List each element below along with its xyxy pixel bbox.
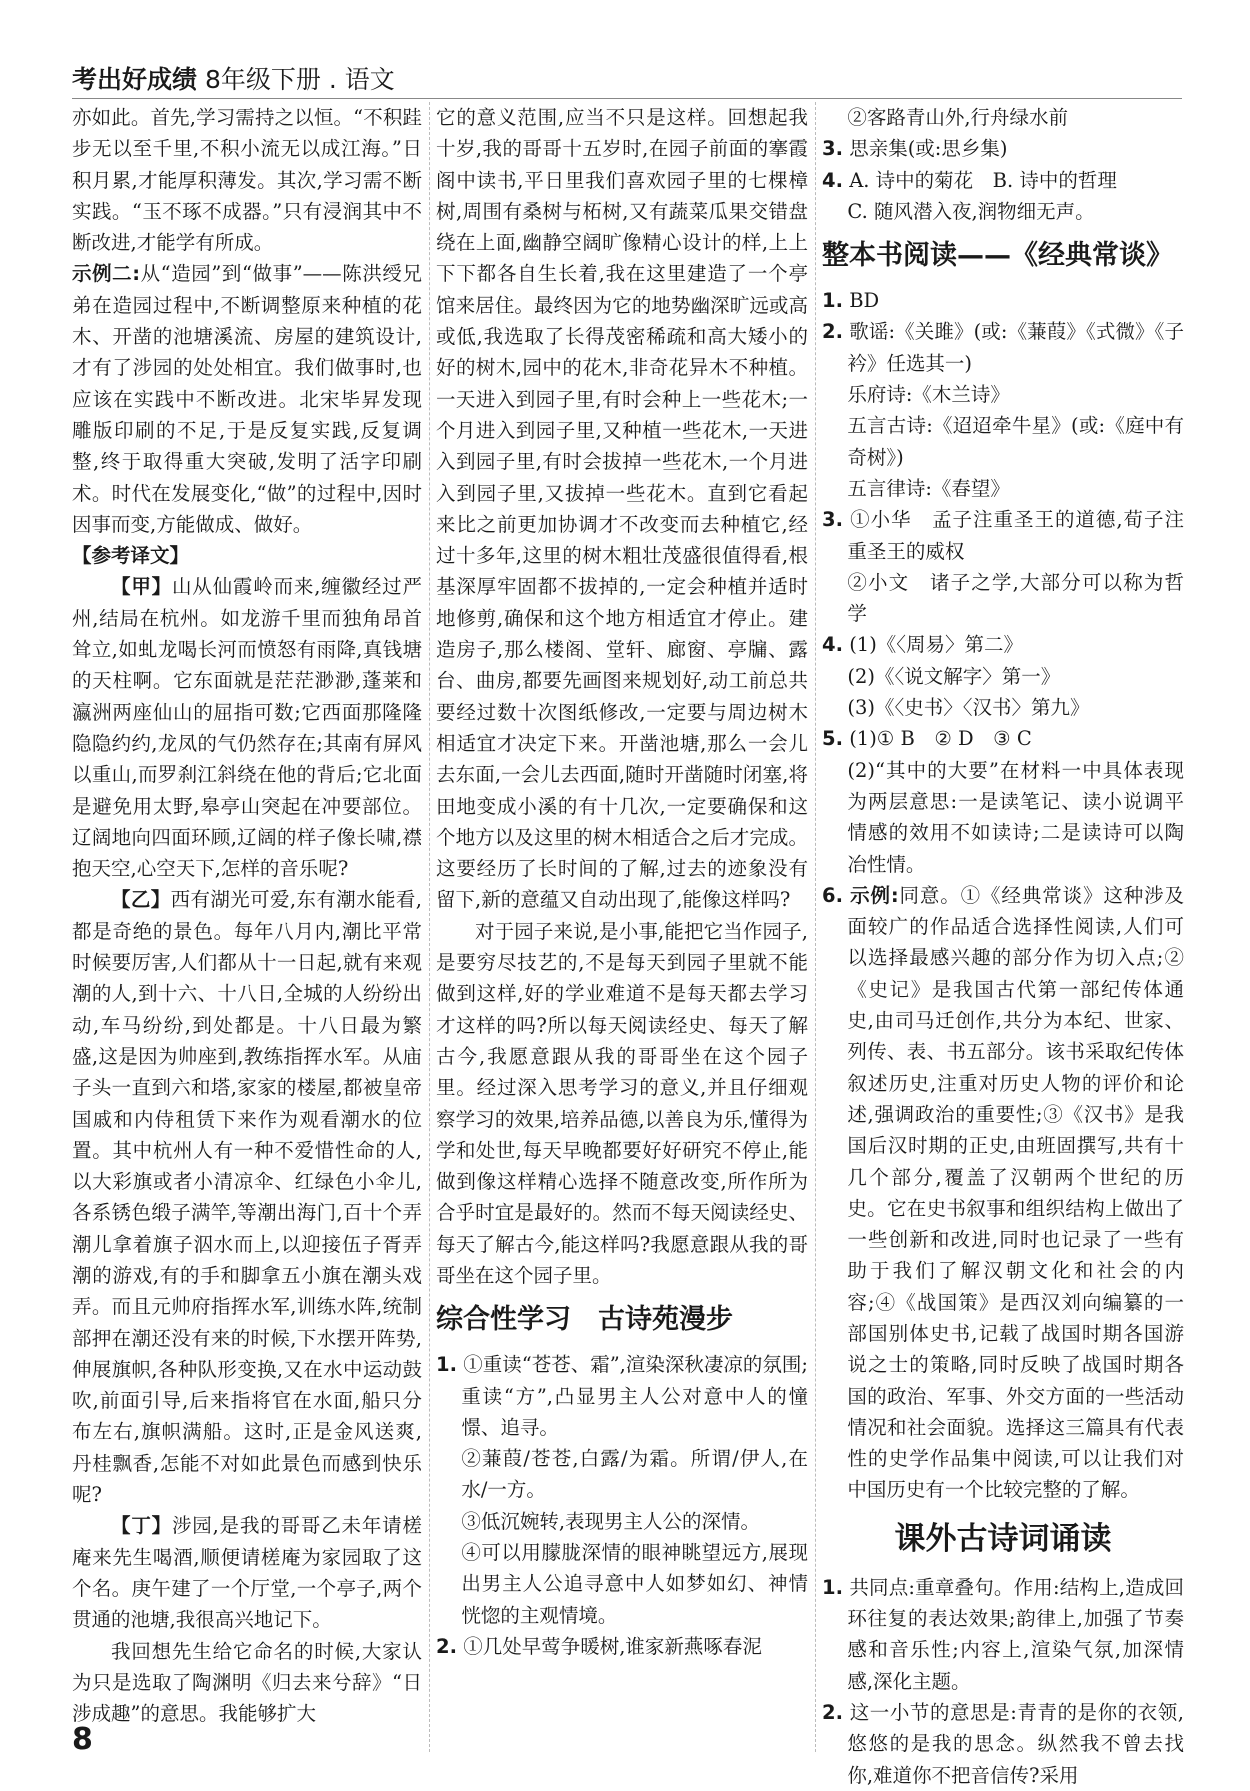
example-text: 从“造园”到“做事”——陈洪绶兄弟在造园过程中,不断调整原来种植的花木、开凿的池塘溪流、房屋的建筑设计,才有了涉园的处处相宜。我们做事时,也应该在实践中不断改进。北宋毕昇发现雕版印刷的不足,于是反复实践,反复调整,终于取得重大突破,发明了活字印刷术。时代在发展变化,“做”的过程中,因时因事而变,方能做成、做好。 <box>72 262 422 536</box>
section-marker: 【乙】 <box>111 888 171 912</box>
series-title: 考出好成绩 <box>72 65 198 94</box>
answer-subitem: (2)《〈说文解字〉第一》 <box>847 664 1061 688</box>
item-text: 歌谣:《关雎》(或:《蒹葭》《式微》《子衿》任选其一) <box>847 320 1185 375</box>
item-text: 同意。①《经典常谈》这种涉及面较广的作品适合选择性阅读,人们可以选择最感兴趣的部分作为切入点;②《史记》是我国古代第一部纪传体通史,由司马迁创作,共分为本纪、世家、列传、表、书五部分。该书采取纪传体叙述历史,注重对历史人物的评价和论述,强调政治的重要性;③《汉书》是我国后汉时期的正史,由班固撰写,共有十几个部分,覆盖了汉朝两个世纪的历史。它在史书叙事和组织结构上做出了一些创新和改进,同时也记录了一些有助于我们了解汉朝文化和社会的内容;④《战国策》是西汉刘向编纂的一部国别体史书,记载了战国时期各国游说之士的策略,同时反映了战国时期各国的政治、军事、外交方面的一些活动情况和社会面貌。选择这三篇具有代表性的史学作品集中阅读,可以让我们对中国历史有一个比较完整的了解。 <box>847 883 1184 1502</box>
item-text: (1)《〈周易〉第二》 <box>849 633 1024 657</box>
translation-ding <box>72 1510 422 1635</box>
item-number: 1. <box>822 289 843 313</box>
answer-item <box>822 1572 1184 1697</box>
item-number: 3. <box>822 508 843 532</box>
example-two <box>72 258 422 540</box>
item-number: 1. <box>822 1575 843 1599</box>
translation-text: 涉园,是我的哥哥乙未年请槎庵来先生喝酒,顺便请槎庵为家园取了这个名。庚午建了一个厅堂,一个亭子,两个贯通的池塘,我很高兴地记下。 <box>72 1514 422 1632</box>
item-text: (1)① B ② D ③ C <box>849 727 1032 751</box>
answer-item <box>822 723 1184 754</box>
answer-item <box>822 133 1184 164</box>
item-text: ①几处早莺争暖树,谁家新燕啄春泥 <box>463 1634 762 1658</box>
item-text: A. 诗中的菊花 B. 诗中的哲理 <box>849 168 1117 192</box>
answer-item <box>822 629 1184 660</box>
item-text: 思亲集(或:思乡集) <box>849 137 1008 161</box>
item-number: 4. <box>822 168 843 192</box>
example-label: 示例: <box>850 883 899 907</box>
grade-label: 8年级下册 <box>204 65 321 94</box>
section-marker: 【丁】 <box>111 1514 172 1538</box>
item-text: BD <box>849 289 880 313</box>
item-text: 这一小节的意思是:青青的是你的衣领,悠悠的是我的思念。纵然我不曾去找你,难道你不把音信传?采用 <box>847 1700 1184 1787</box>
answer-subitem: ②小文 诸子之学,大部分可以称为哲学 <box>847 570 1184 626</box>
column-divider <box>815 102 816 1752</box>
translation-ding-cont: 我回想先生给它命名的时候,大家认为只是选取了陶渊明《归去来兮辞》“日涉成趣”的意思。我能够扩大 <box>72 1639 422 1726</box>
item-number: 2. <box>822 1700 843 1724</box>
item-number: 1. <box>436 1353 457 1377</box>
translation-text: 西有湖光可爱,东有潮水能看,都是奇绝的景色。每年八月内,潮比平常时候要厉害,人们都从十一日起,就有来观潮的人,到十六、十八日,全城的人纷纷出动,车马纷纷,到处都是。十八日最为繁盛,这是因为帅座到,教练指挥水军。从庙子头一直到六和塔,家家的楼屋,都被皇帝国戚和内侍租赁下来作为观看潮水的位置。其中杭州人有一种不爱惜性命的人,以大彩旗或者小清凉伞、红绿色小伞儿,各系锈色缎子满竿,等潮出海门,百十个弄潮儿拿着旗子泅水而上,以迎接伍子胥弄潮的游戏,有的手和脚拿五小旗在潮头戏弄。而且元帅府指挥水军,训练水阵,统制部押在潮还没有来的时候,下水摆开阵势,伸展旗帜,各种队形变换,又在水中运动鼓吹,前面引导,后来指将官在水面,船只分布左右,旗帜满船。这时,正是金风送爽,丹桂飘香,怎能不对如此景色而感到快乐呢? <box>72 888 422 1507</box>
subject-label: . 语文 <box>328 65 395 94</box>
reference-translation-title: 【参考译文】 <box>72 544 190 568</box>
answer-subitem: ②蒹葭/苍苍,白露/为霜。所谓/伊人,在水/一方。 <box>461 1447 808 1502</box>
answer-item <box>822 1697 1184 1791</box>
answer-subitem: ②客路青山外,行舟绿水前 <box>847 106 1069 129</box>
column-3 <box>822 102 1184 1791</box>
answer-item <box>436 1349 808 1443</box>
item-text: 共同点:重章叠句。作用:结构上,造成回环往复的表达效果;韵律上,加强了节奏感和音乐性;内容上,渲染气氛,加深情感,深化主题。 <box>847 1575 1184 1693</box>
column-divider <box>429 102 430 1752</box>
translation-yi <box>72 884 422 1510</box>
answer-item <box>822 285 1184 316</box>
answer-item <box>436 1631 808 1662</box>
answer-subitem: 五言古诗:《迢迢牵牛星》(或:《庭中有奇树》) <box>847 414 1184 469</box>
item-number: 6. <box>822 883 843 907</box>
column-2 <box>436 102 808 1662</box>
answer-subitem: 乐府诗:《木兰诗》 <box>847 383 1010 407</box>
answer-item <box>822 165 1184 196</box>
paragraph: 亦如此。首先,学习需持之以恒。“不积跬步无以至千里,不积小流无以成江海。”日积月累,才能厚积薄发。其次,学习需不断实践。“玉不琢不成器。”只有浸润其中不断改进,才能学有所成。 <box>72 106 422 255</box>
paragraph: 它的意义范围,应当不只是这样。回想起我十岁,我的哥哥十五岁时,在园子前面的搴霞阁中读书,平日里我们喜欢园子里的七棵樟树,周围有桑树与柘树,又有蔬菜瓜果交错盘绕在上面,幽静空阔旷像精心设计的样,上上下下都各自生长着,我在这里建造了一个亭馆来居住。最终因为它的地势幽深旷远或高或低,我选取了长得茂密稀疏和高大矮小的好的树木,园中的花木,非奇花异木不种植。一天进入到园子里,有时会种上一些花木;一个月进入到园子里,又种植一些花木,一天进入到园子里,有时会拔掉一些花木,一个月进入到园子里,又拔掉一些花木。直到它看起来比之前更加协调才不改变而去种植它,经过十多年,这里的树木粗壮茂盛很值得看,根基深厚牢固都不拔掉的,一定会种植并适时地修剪,确保和这个地方相适宜才停止。建造房子,那么楼阁、堂轩、廊窗、亭牖、露台、曲房,都要先画图来规划好,动工前总共要经过数十次图纸修改,一定要与周边树木相适宜才决定下来。开凿池塘,那么一会儿去东面,一会儿去西面,随时开凿随时闭塞,将田地变成小溪的有十几次,一定要确保和这个地方以及这里的树木相适合之后才完成。这要经历了长时间的了解,过去的迹象没有留下,新的意蕴又自动出现了,能像这样吗? <box>436 106 808 912</box>
section-title: 整本书阅读——《经典常谈》 <box>822 240 1173 272</box>
item-number: 3. <box>822 137 843 161</box>
answer-subitem: ③低沉婉转,表现男主人公的深情。 <box>461 1509 761 1533</box>
answer-subitem: ④可以用朦胧深情的眼神眺望远方,展现出男主人公追寻意中人如梦如幻、神情恍惚的主观情境。 <box>461 1541 808 1627</box>
translation-text: 山从仙霞岭而来,缠徽经过严州,结局在杭州。如龙游千里而独角昂首耸立,如虬龙喝长河而愤怒有雨降,真钱塘的天柱啊。它东面就是茫茫渺渺,蓬莱和瀛洲两座仙山的屈指可数;它西面那隆隆隐隐约约,龙凤的气仍然存在;其南有屏风以重山,而罗刹江斜绕在他的背后;它北面是避免用太野,皋亭山突起在冲要部位。辽阔地向四面环顾,辽阔的样子像长啸,襟抱天空,心空天下,怎样的音乐呢? <box>72 575 422 881</box>
column-1 <box>72 102 422 1729</box>
item-text: ①重读“苍苍、霜”,渲染深秋凄凉的氛围;重读“方”,凸显男主人公对意中人的憧憬、追寻。 <box>461 1353 808 1439</box>
paragraph: 对于园子来说,是小事,能把它当作园子,是要穷尽技艺的,不是每天到园子里就不能做到这样,好的学业难道不是每天都去学习才这样的吗?所以每天阅读经史、每天了解古今,我愿意跟从我的哥哥坐在这个园子里。经过深入思考学习的意义,并且仔细观察学习的效果,培养品德,以善良为乐,懂得为学和处世,每天早晚都要好好研究不停止,能做到像这样精心选择不随意改变,所作所为合乎时宜是最好的。然而不每天阅读经史、每天了解古今,能这样吗?我愿意跟从我的哥哥坐在这个园子里。 <box>436 919 808 1287</box>
item-number: 5. <box>822 727 843 751</box>
item-number: 2. <box>822 320 843 344</box>
item-text: ①小华 孟子注重圣王的道德,荀子注重圣王的威权 <box>847 508 1185 563</box>
section-marker: 【甲】 <box>111 575 172 599</box>
translation-jia <box>72 571 422 884</box>
example-label: 示例二: <box>72 262 141 286</box>
answer-item <box>822 880 1184 1506</box>
page-number: 8 <box>72 1722 93 1757</box>
section-title: 课外古诗词诵读 <box>894 1520 1112 1557</box>
header-rule <box>72 98 1182 99</box>
answer-subitem: C. 随风潜入夜,润物细无声。 <box>847 199 1095 223</box>
answer-subitem: 五言律诗:《春望》 <box>847 476 1010 500</box>
answer-subitem: (3)《〈史书〉〈汉书〉第九》 <box>847 696 1090 720</box>
page-header <box>72 60 395 96</box>
item-number: 4. <box>822 633 843 657</box>
item-number: 2. <box>436 1634 457 1658</box>
answer-item <box>822 316 1184 379</box>
answer-subitem: (2)“其中的大要”在材料一中具体表现为两层意思:一是读笔记、读小说调平情感的效用不如读诗;二是读诗可以陶冶性情。 <box>847 758 1184 876</box>
answer-item <box>822 504 1184 567</box>
section-title: 综合性学习 古诗苑漫步 <box>436 1304 733 1336</box>
